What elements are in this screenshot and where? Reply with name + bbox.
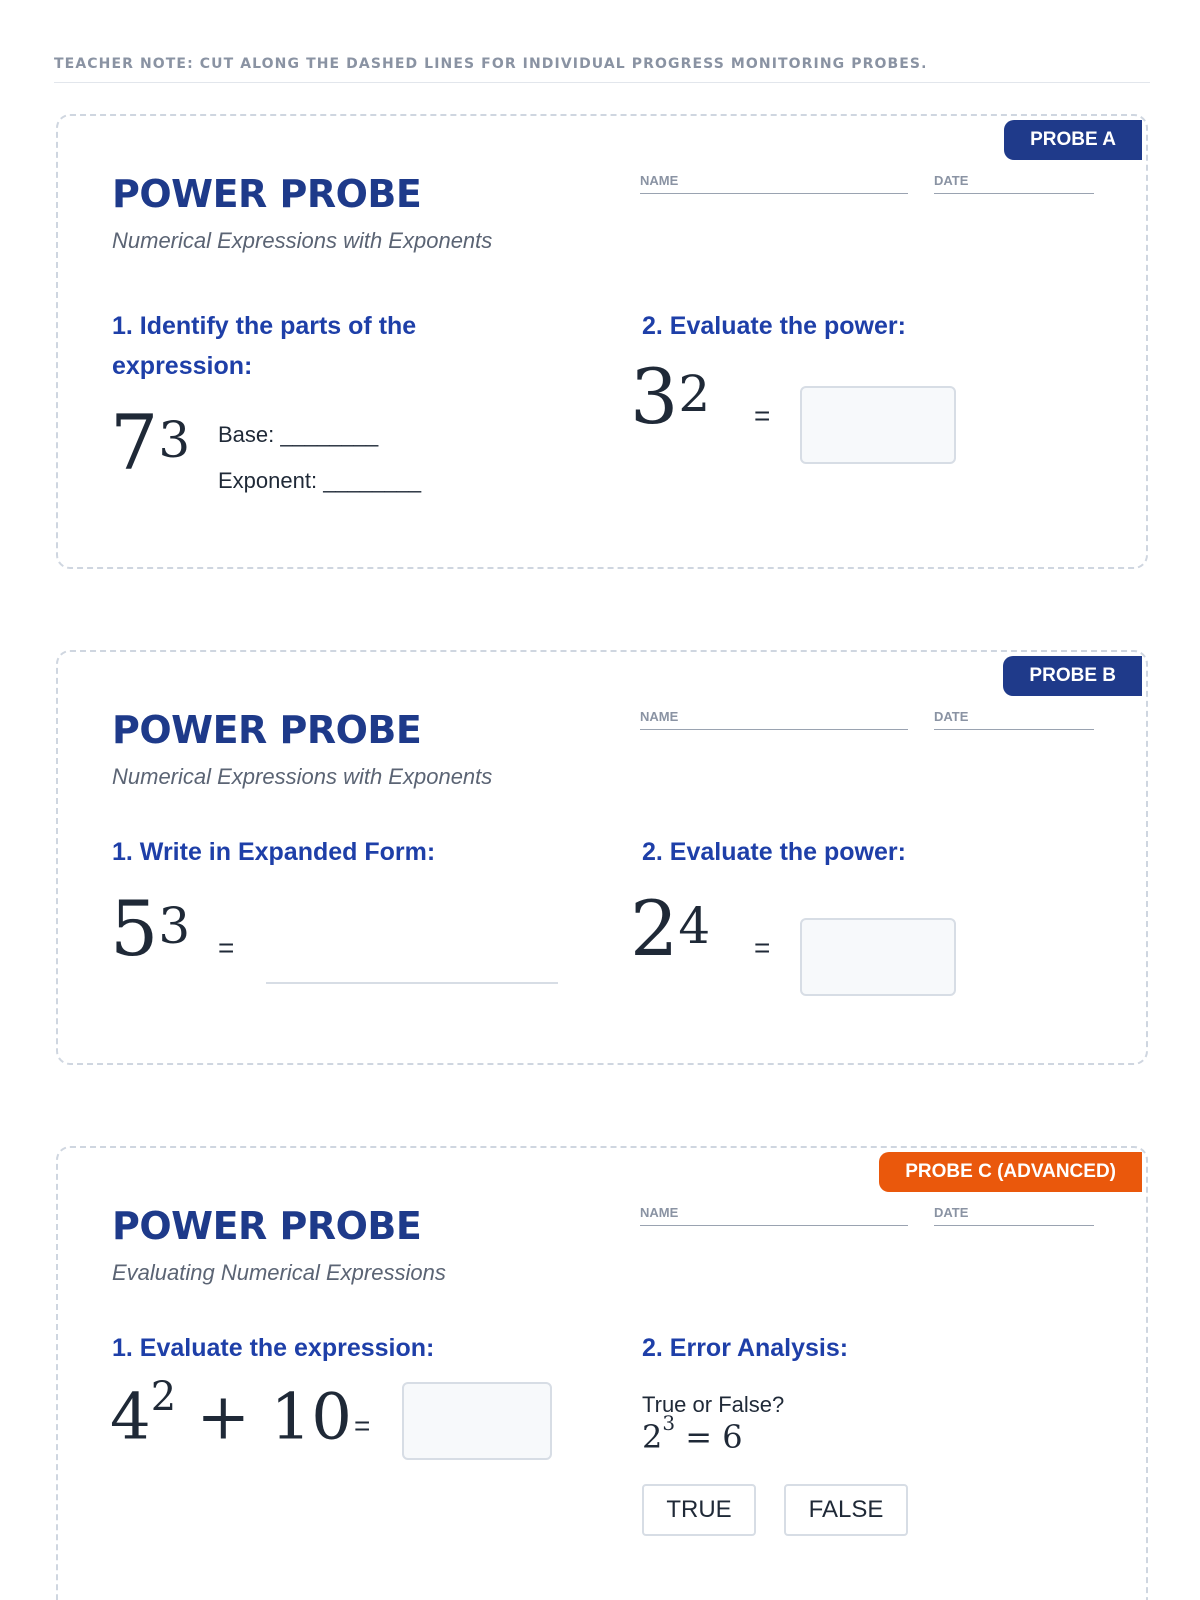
base-label: Base: ________ bbox=[218, 422, 379, 447]
probe-subtitle: Evaluating Numerical Expressions bbox=[112, 1260, 446, 1285]
power-base: 2 bbox=[630, 884, 679, 973]
probe-subtitle: Numerical Expressions with Exponents bbox=[112, 764, 493, 789]
probe-badge: PROBE B bbox=[1003, 656, 1142, 696]
name-field[interactable] bbox=[640, 172, 908, 194]
probe-card-a bbox=[56, 114, 1148, 569]
power-exponent: 3 bbox=[158, 410, 191, 469]
question-2-title: 2. Error Analysis: bbox=[642, 1334, 849, 1362]
power-expression bbox=[630, 884, 710, 973]
question-2-title: 2. Evaluate the power: bbox=[642, 838, 906, 866]
power-exponent: 2 bbox=[678, 364, 711, 423]
numerical-expression bbox=[110, 1374, 352, 1455]
equals-sign: = bbox=[218, 932, 235, 963]
probe-card-b bbox=[56, 650, 1148, 1065]
probe-title: POWER PROBE bbox=[112, 172, 422, 216]
error-statement bbox=[642, 1410, 743, 1456]
power-exponent: 3 bbox=[662, 1410, 676, 1435]
power-base: 4 bbox=[110, 1380, 151, 1455]
probe-title: POWER PROBE bbox=[112, 708, 422, 752]
probe-badge: PROBE C (ADVANCED) bbox=[879, 1152, 1142, 1192]
date-label: DATE bbox=[934, 709, 969, 724]
statement-rest: = 6 bbox=[675, 1418, 743, 1456]
name-label: NAME bbox=[640, 709, 679, 724]
teacher-note: TEACHER NOTE: CUT ALONG THE DASHED LINES FOR INDIVIDUAL PROGRESS MONITORING PROBES. bbox=[54, 56, 1150, 83]
question-1-title: 1. Write in Expanded Form: bbox=[112, 838, 436, 866]
power-expression bbox=[630, 352, 710, 441]
name-label: NAME bbox=[640, 1205, 679, 1220]
question-2-title: 2. Evaluate the power: bbox=[642, 312, 906, 340]
power-expression bbox=[110, 398, 190, 487]
name-field[interactable] bbox=[640, 1204, 908, 1226]
date-field[interactable] bbox=[934, 708, 1094, 730]
equals-sign: = bbox=[754, 932, 771, 963]
date-label: DATE bbox=[934, 173, 969, 188]
power-base: 2 bbox=[642, 1418, 663, 1456]
probe-badge: PROBE A bbox=[1004, 120, 1142, 160]
answer-box[interactable] bbox=[800, 386, 956, 464]
date-field[interactable] bbox=[934, 172, 1094, 194]
false-button[interactable]: FALSE bbox=[784, 1484, 908, 1536]
power-exponent: 2 bbox=[150, 1374, 177, 1420]
answer-box[interactable] bbox=[402, 1382, 552, 1460]
name-field[interactable] bbox=[640, 708, 908, 730]
name-label: NAME bbox=[640, 173, 679, 188]
expression-rest: + 10 bbox=[176, 1380, 352, 1455]
true-button[interactable]: TRUE bbox=[642, 1484, 756, 1536]
question-1-title: 1. Evaluate the expression: bbox=[112, 1334, 435, 1362]
power-base: 5 bbox=[110, 884, 159, 973]
power-exponent: 4 bbox=[678, 896, 711, 955]
probe-card-c bbox=[56, 1146, 1148, 1600]
probe-title: POWER PROBE bbox=[112, 1204, 422, 1248]
power-base: 7 bbox=[110, 398, 159, 487]
probe-subtitle: Numerical Expressions with Exponents bbox=[112, 228, 493, 253]
exponent-label: Exponent: ________ bbox=[218, 468, 422, 493]
power-expression bbox=[110, 884, 190, 973]
power-exponent: 3 bbox=[158, 896, 191, 955]
expanded-form-line[interactable] bbox=[266, 982, 558, 984]
date-label: DATE bbox=[934, 1205, 969, 1220]
answer-box[interactable] bbox=[800, 918, 956, 996]
question-1-title: 1. Identify the parts of the expression: bbox=[112, 312, 417, 380]
true-false-prompt: True or False? bbox=[642, 1392, 785, 1417]
date-field[interactable] bbox=[934, 1204, 1094, 1226]
equals-sign: = bbox=[354, 1410, 371, 1441]
equals-sign: = bbox=[754, 400, 771, 431]
power-base: 3 bbox=[630, 352, 679, 441]
